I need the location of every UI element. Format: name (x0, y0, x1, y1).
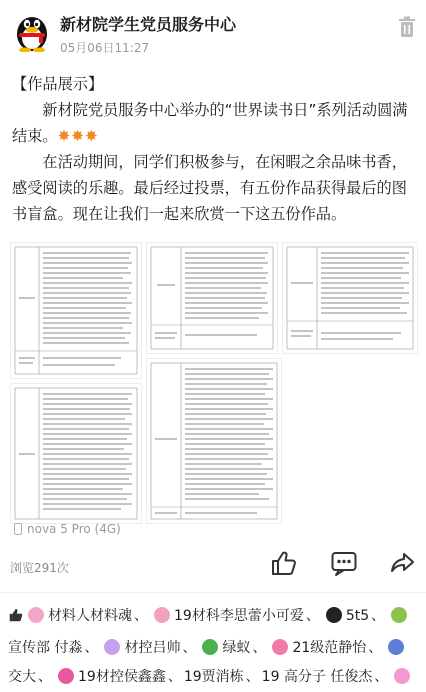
view-count: 浏览291次 (10, 561, 69, 575)
post-paragraph-1 (12, 97, 416, 149)
liker-avatar[interactable] (104, 639, 120, 655)
liker-name[interactable]: 19贾消栋 (183, 669, 244, 685)
liker-avatar[interactable] (326, 607, 342, 623)
post-header (0, 0, 426, 64)
work-image-2[interactable] (146, 242, 278, 354)
device-name: nova 5 Pro (4G) (27, 522, 121, 536)
liker-avatar[interactable] (28, 607, 44, 623)
thumbs-up-icon[interactable] (270, 549, 298, 577)
liker-separator: 、 (38, 669, 52, 685)
liker-separator: 、 (84, 640, 99, 656)
account-name[interactable]: 新材院学生党员服务中心 (60, 15, 237, 34)
liker-name[interactable]: 5t5 (345, 608, 370, 624)
likes-list (8, 602, 420, 692)
liker-name[interactable]: 21级范静怡 (292, 640, 367, 656)
liker-separator: 、 (374, 669, 389, 685)
liker-avatar[interactable] (391, 607, 407, 623)
liker-name[interactable]: 材料人材料魂 (48, 608, 132, 624)
post-paragraph-2: 在活动期间，同学们积极参与，在闲暇之余品味书香，感受阅读的乐趣。最后经过投票，有五份作品获得最后的图书盲盒。现在让我们一起来欣赏一下这五份作品。 (12, 153, 407, 223)
liker-avatar[interactable] (388, 639, 404, 655)
comment-icon[interactable] (330, 549, 358, 577)
liker-separator: 、 (305, 608, 320, 624)
liker-separator: 、 (134, 608, 148, 624)
post-timestamp: 05月06日11:27 (60, 41, 150, 55)
penguin-avatar-icon[interactable] (11, 10, 53, 52)
device-info (14, 522, 121, 536)
section-title: 【作品展示】 (12, 75, 104, 93)
work-image-3[interactable] (282, 242, 418, 354)
trash-icon[interactable] (398, 16, 416, 38)
liker-name[interactable]: 19材科李思蕾小可爱 (174, 608, 304, 624)
thumbs-up-small-icon (8, 605, 24, 634)
liker-separator: 、 (371, 608, 386, 624)
image-grid (10, 242, 416, 522)
liker-name[interactable]: 宣传部 付淼 (8, 640, 83, 656)
phone-icon (14, 523, 22, 535)
liker-name[interactable]: 19材控侯鑫鑫 (78, 669, 166, 685)
liker-avatar[interactable] (154, 607, 170, 623)
sparkle-emoji: ✸✸✸ (57, 127, 99, 145)
divider (0, 592, 426, 593)
post-body (12, 71, 416, 227)
work-image-4[interactable] (10, 383, 142, 524)
liker-separator: 、 (368, 640, 383, 656)
liker-name[interactable]: 交大 (8, 669, 36, 685)
liker-avatar[interactable] (58, 668, 74, 684)
work-image-1[interactable] (10, 242, 142, 379)
liker-name[interactable]: 19 高分子 任俊杰 (261, 669, 373, 685)
liker-name[interactable]: 材控吕帅 (124, 640, 181, 656)
liker-separator: 、 (245, 669, 260, 685)
liker-avatar[interactable] (202, 639, 218, 655)
paragraph-1-text: 新材院党员服务中心举办的“世界读书日”系列活动圆满结束。 (12, 101, 408, 145)
work-image-5[interactable] (146, 358, 282, 524)
liker-avatar[interactable] (272, 639, 288, 655)
liker-name[interactable]: 绿蚁 (222, 640, 251, 656)
liker-separator: 、 (167, 669, 182, 685)
liker-separator: 、 (252, 640, 267, 656)
liker-avatar[interactable] (394, 668, 410, 684)
liker-separator: 、 (182, 640, 197, 656)
share-icon[interactable] (389, 549, 417, 577)
